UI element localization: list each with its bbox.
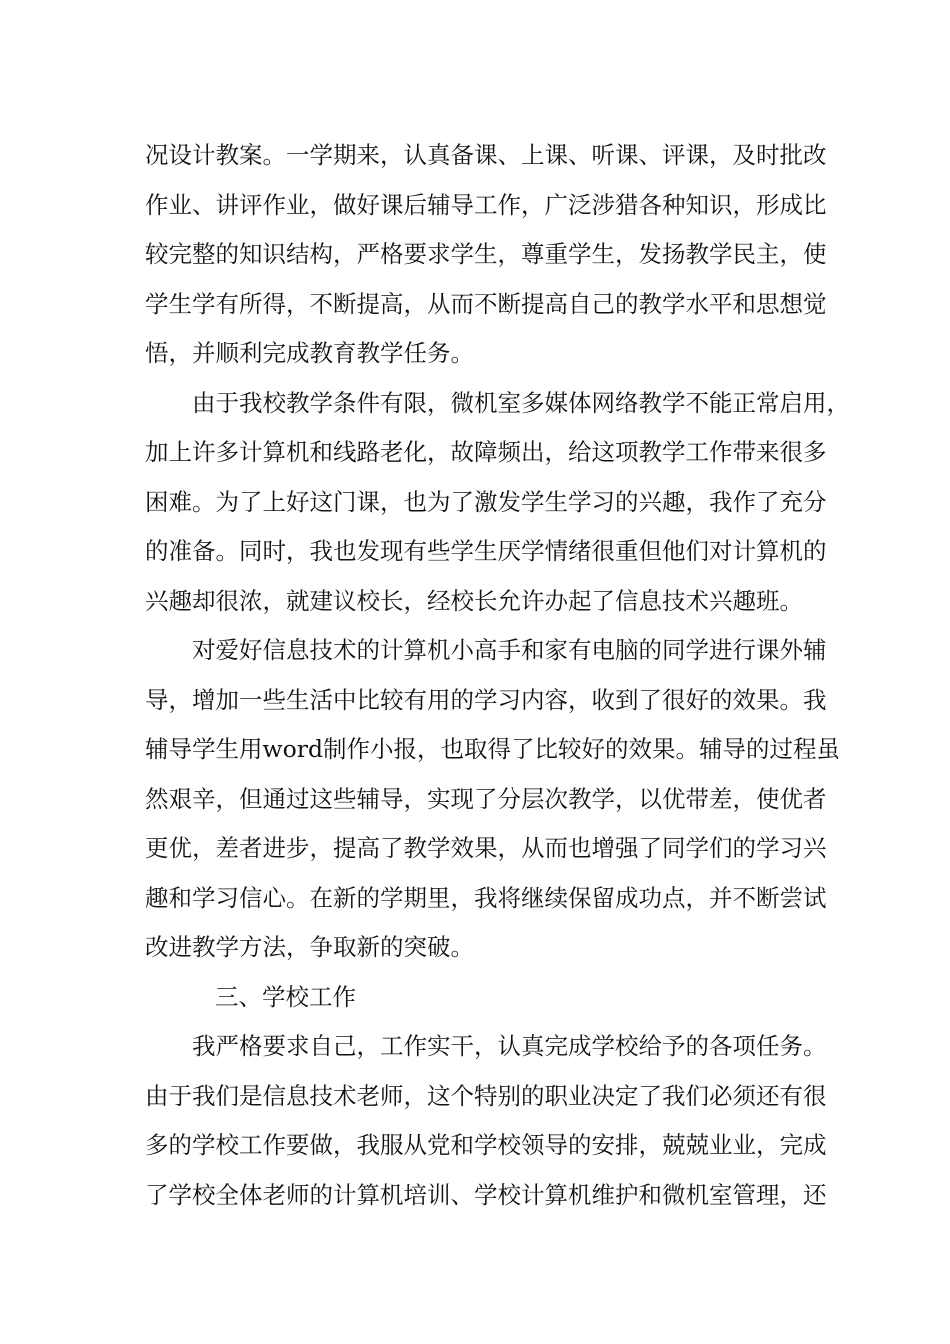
- text-line: 较完整的知识结构，严格要求学生，尊重学生，发扬教学民主，使: [145, 240, 827, 268]
- text-line: 更优，差者进步，提高了教学效果，从而也增强了同学们的学习兴: [145, 834, 827, 862]
- text-line: 困难。为了上好这门课，也为了激发学生学习的兴趣，我作了充分: [145, 487, 827, 516]
- text-line: 辅导学生用word制作小报，也取得了比较好的效果。辅导的过程虽: [145, 735, 841, 763]
- text-line: 学生学有所得，不断提高，从而不断提高自己的教学水平和思想觉: [145, 289, 827, 318]
- text-line: 改进教学方法，争取新的突破。: [145, 933, 474, 961]
- text-line: 导，增加一些生活中比较有用的学习内容，收到了很好的效果。我: [145, 685, 827, 714]
- text-line: 悟，并顺利完成教育教学任务。: [145, 339, 474, 367]
- text-line: 的准备。同时，我也发现有些学生厌学情绪很重但他们对计算机的: [145, 537, 827, 565]
- text-line: 对爱好信息技术的计算机小高手和家有电脑的同学进行课外辅: [192, 636, 827, 664]
- text-line: 我严格要求自己，工作实干，认真完成学校给予的各项任务。: [192, 1032, 827, 1060]
- text-line: 多的学校工作要做，我服从党和学校领导的安排，兢兢业业，完成: [145, 1131, 827, 1159]
- document-body: [145, 131, 850, 1220]
- paragraph-2: [145, 379, 850, 627]
- text-line: 作业、讲评作业，做好课后辅导工作，广泛涉猎各种知识，形成比: [145, 190, 827, 219]
- paragraph-4: [145, 1022, 825, 1220]
- text-line: 由于我校教学条件有限，微机室多媒体网络教学不能正常启用，: [192, 388, 850, 417]
- text-line: 然艰辛，但通过这些辅导，实现了分层次教学，以优带差，使优者: [145, 784, 827, 813]
- paragraph-3: [145, 626, 841, 973]
- text-line: 况设计教案。一学期来，认真备课、上课、听课、评课，及时批改: [145, 141, 827, 169]
- text-line: 兴趣却很浓，就建议校长，经校长允许办起了信息技术兴趣班。: [145, 586, 803, 615]
- paragraph-1: [145, 131, 825, 379]
- section-heading: 三、学校工作: [215, 982, 356, 1011]
- text-line: 了学校全体老师的计算机培训、学校计算机维护和微机室管理，还: [145, 1180, 827, 1209]
- text-line: 由于我们是信息技术老师，这个特别的职业决定了我们必须还有很: [145, 1081, 827, 1110]
- text-line: 趣和学习信心。在新的学期里，我将继续保留成功点，并不断尝试: [145, 883, 827, 912]
- text-line: 加上许多计算机和线路老化，故障频出，给这项教学工作带来很多: [145, 438, 827, 466]
